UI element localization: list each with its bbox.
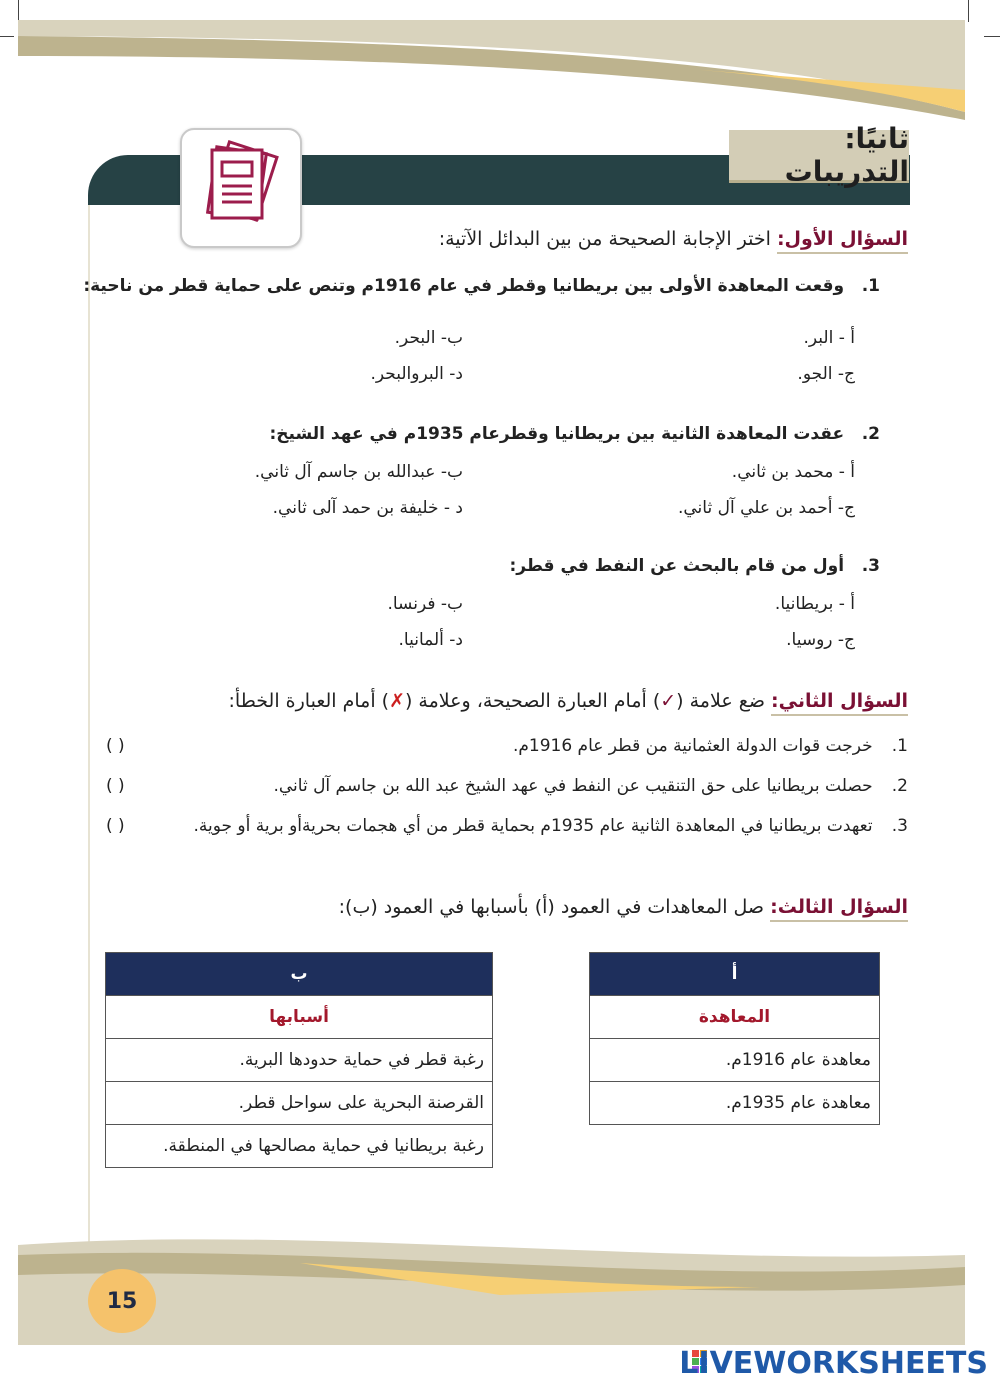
column-a-row-2[interactable]: معاهدة عام 1935م.: [590, 1082, 880, 1125]
item-number: 3.: [861, 556, 880, 576]
q1-2-option-d[interactable]: د - خليفة بن حمد آلى ثاني.: [272, 498, 463, 518]
column-a-header: أ: [590, 953, 880, 996]
q1-1-option-a[interactable]: أ - البر.: [803, 328, 855, 348]
question3-label: السؤال الثالث:: [770, 896, 908, 922]
q2-statement-3: [193, 816, 908, 836]
statement-text: تعهدت بريطانيا في المعاهدة الثانية عام 1935م بحماية قطر من أي هجمات بحريةأو برية أو جوية.: [193, 816, 873, 836]
question2-instruction-1: ضع علامة (: [676, 690, 765, 712]
statement-text: حصلت بريطانيا على حق التنقيب عن النفط في عهد الشيخ عبد الله بن جاسم آل ثاني.: [273, 776, 873, 796]
item-number: 1.: [861, 276, 880, 296]
item-number: 2.: [861, 424, 880, 444]
column-b-header: ب: [106, 953, 493, 996]
header-decoration: [0, 0, 1000, 125]
margin-rule: [88, 205, 90, 1265]
q2-statement-2: [273, 776, 908, 796]
question2-instruction-2: ) أمام العبارة الصحيحة، وعلامة (: [404, 690, 661, 712]
q1-1-option-c[interactable]: ج- الجو.: [797, 364, 855, 384]
liveworksheets-brand[interactable]: LIVEWORKSHEETS: [679, 1346, 988, 1381]
page-number: 15: [88, 1269, 156, 1333]
question2-instruction-3: ) أمام العبارة الخطأ:: [228, 690, 390, 712]
document-icon: [182, 130, 300, 246]
q2-answer-box-2[interactable]: ( ): [106, 776, 125, 796]
q1-1-option-d[interactable]: د- البروالبحر.: [370, 364, 463, 384]
q1-2-option-c[interactable]: ج- أحمد بن علي آل ثاني.: [677, 498, 855, 518]
question1-heading: [439, 228, 908, 250]
cross-mark-icon: ✗: [389, 690, 405, 712]
column-a-subheader: المعاهدة: [590, 996, 880, 1039]
q1-3-option-d[interactable]: د- ألمانيا.: [398, 630, 463, 650]
q1-item-1: [83, 276, 880, 296]
statement-number: 3.: [891, 816, 908, 836]
check-mark-icon: ✓: [660, 690, 677, 712]
question1-instruction: اختر الإجابة الصحيحة من بين البدائل الآتية:: [438, 228, 771, 250]
column-b-row-1[interactable]: رغبة قطر في حماية حدودها البرية.: [106, 1039, 493, 1082]
q1-2-option-b[interactable]: ب- عبدالله بن جاسم آل ثاني.: [254, 462, 463, 482]
column-b-row-3[interactable]: رغبة بريطانيا في حماية مصالحها في المنطقة.: [106, 1125, 493, 1168]
q2-answer-box-1[interactable]: ( ): [106, 736, 125, 756]
question1-label: السؤال الأول:: [777, 228, 908, 254]
q1-3-option-a[interactable]: أ - بريطانيا.: [774, 594, 855, 614]
q2-answer-box-3[interactable]: ( ): [106, 816, 125, 836]
q1-3-option-c[interactable]: ج- روسيا.: [786, 630, 855, 650]
item-text: أول من قام بالبحث عن النفط في قطر:: [509, 556, 845, 576]
statement-text: خرجت قوات الدولة العثمانية من قطر عام 1916م.: [512, 736, 873, 756]
column-a-table: [589, 952, 880, 1125]
column-a-row-1[interactable]: معاهدة عام 1916م.: [590, 1039, 880, 1082]
question2-heading: [229, 690, 908, 712]
q1-item-2: [269, 424, 880, 444]
statement-number: 1.: [891, 736, 908, 756]
q1-item-3: [509, 556, 880, 576]
q1-2-option-a[interactable]: أ - محمد بن ثاني.: [731, 462, 855, 482]
document-icon-box: [180, 128, 302, 248]
column-b-row-2[interactable]: القرصنة البحرية على سواحل قطر.: [106, 1082, 493, 1125]
q1-1-option-b[interactable]: ب- البحر.: [394, 328, 463, 348]
section-title: ثانيًا: التدريبات: [729, 130, 909, 183]
q2-statement-1: [513, 736, 908, 756]
column-b-subheader: أسبابها: [106, 996, 493, 1039]
item-text: وقعت المعاهدة الأولى بين بريطانيا وقطر في عام 1916م وتنص على حماية قطر من ناحية:: [83, 276, 845, 296]
question2-label: السؤال الثاني:: [771, 690, 908, 716]
column-b-table: [105, 952, 493, 1168]
question3-instruction: صل المعاهدات في العمود (أ) بأسبابها في العمود (ب):: [338, 896, 765, 918]
q1-3-option-b[interactable]: ب- فرنسا.: [387, 594, 463, 614]
item-text: عقدت المعاهدة الثانية بين بريطانيا وقطرعام 1935م في عهد الشيخ:: [269, 424, 845, 444]
statement-number: 2.: [891, 776, 908, 796]
question3-heading: [339, 896, 908, 918]
